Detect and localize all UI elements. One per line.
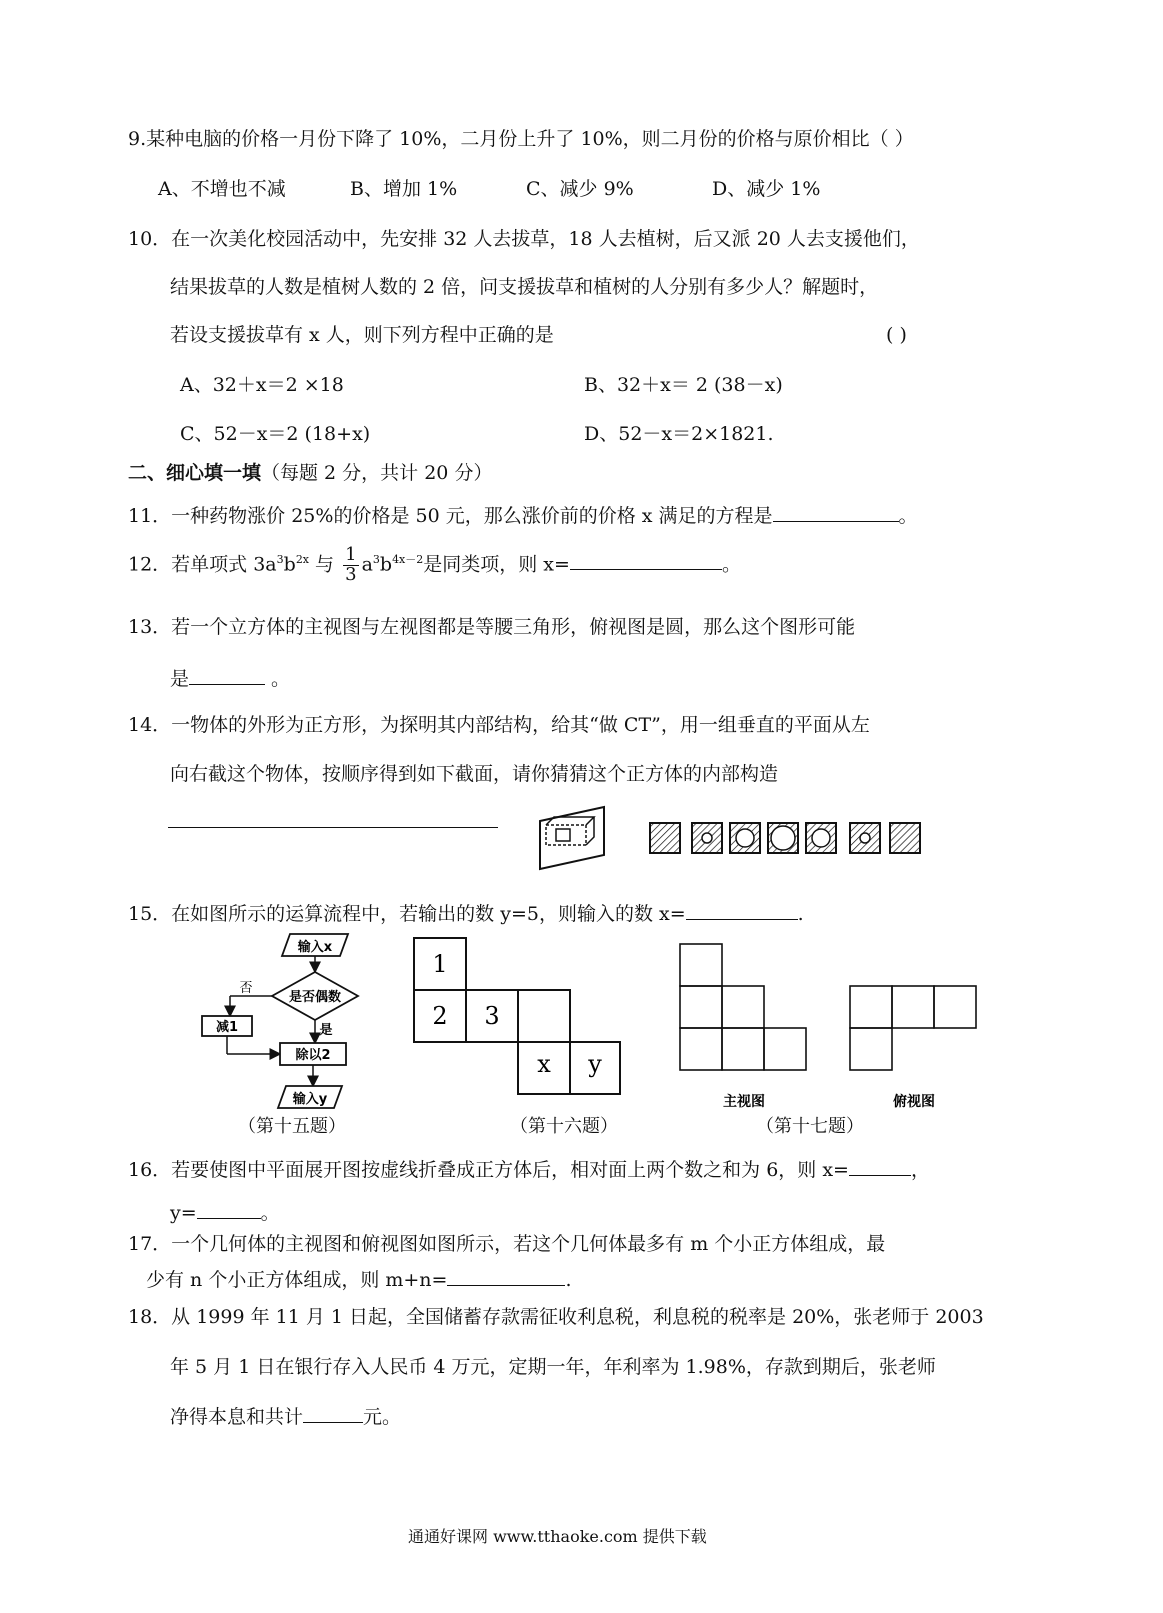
q10-line3: 若设支援拔草有 x 人，则下列方程中正确的是 xyxy=(170,324,554,346)
q15-flowchart xyxy=(190,930,370,1112)
q16-line1 xyxy=(128,1157,930,1182)
section2-note: （每题 2 分，共计 20 分） xyxy=(261,462,493,484)
q15-end: . xyxy=(797,903,804,925)
front-view-label: 主视图 xyxy=(723,1094,765,1110)
top-view-label: 俯视图 xyxy=(893,1094,935,1110)
cube-inner xyxy=(556,829,570,841)
q12-fraction-den: 3 xyxy=(345,563,357,585)
q17-views xyxy=(676,940,986,1112)
flow-no-label: 否 xyxy=(239,981,253,996)
q14-line2: 向右截这个物体，按顺序得到如下截面，请你猜猜这个正方体的内部构造 xyxy=(170,763,779,785)
q16-answer-blank-x[interactable] xyxy=(849,1157,911,1176)
net-cell-blank xyxy=(518,990,570,1042)
q15 xyxy=(128,901,804,926)
top-view xyxy=(850,986,976,1070)
section2-heading xyxy=(128,462,492,485)
q12-exp2: 2x xyxy=(295,553,310,567)
q13-text: 是 xyxy=(170,668,190,690)
q9-option-d: D、减少 1% xyxy=(712,178,821,200)
q11-answer-blank[interactable] xyxy=(773,503,899,522)
q18-end: 元。 xyxy=(363,1406,402,1428)
q13-end: 。 xyxy=(265,668,291,690)
q11-text: 11．一种药物涨价 25%的价格是 50 元，那么涨价前的价格 x 满足的方程是 xyxy=(128,505,773,527)
net-label-3: 3 xyxy=(484,1002,500,1030)
q16-comma: ， xyxy=(910,1159,930,1181)
net-label-2: 2 xyxy=(432,1002,448,1030)
q17-line2 xyxy=(146,1267,572,1292)
q14-line1: 14．一物体的外形为正方形，为探明其内部结构，给其“做 CT”，用一组垂直的平面从左 xyxy=(128,714,870,736)
q9-option-c: C、减少 9% xyxy=(526,178,634,200)
q12-exp1: 3 xyxy=(276,553,284,567)
q13-line2 xyxy=(170,666,290,691)
net-label-x: x xyxy=(537,1050,551,1078)
q12-and: 与 xyxy=(309,553,335,576)
flow-output-label: 输入y xyxy=(292,1092,328,1107)
q9-option-b: B、增加 1% xyxy=(350,178,458,200)
q15-text: 15．在如图所示的运算流程中，若输出的数 y=5，则输入的数 x= xyxy=(128,903,686,925)
q16-cube-net xyxy=(412,936,622,1096)
q10-option-c: C、52－x＝2 (18+x) xyxy=(180,423,371,445)
q14-ct-figure xyxy=(530,805,930,875)
q16-line2 xyxy=(170,1200,280,1225)
q13-answer-blank[interactable] xyxy=(189,666,265,685)
q12-var-b1: b xyxy=(283,553,296,576)
front-view xyxy=(680,944,806,1070)
q13-line1: 13．若一个立方体的主视图与左视图都是等腰三角形，俯视图是圆，那么这个图形可能 xyxy=(128,616,856,638)
q16-answer-blank-y[interactable] xyxy=(197,1200,261,1219)
q18-text: 净得本息和共计 xyxy=(170,1406,304,1428)
q11 xyxy=(128,503,918,528)
section-4 xyxy=(768,823,798,853)
section-1 xyxy=(650,823,680,853)
q12 xyxy=(128,546,741,585)
section-6 xyxy=(850,823,880,853)
section2-title: 二、细心填一填 xyxy=(128,462,262,484)
net-label-1: 1 xyxy=(432,950,448,978)
q9-option-a: A、不增也不减 xyxy=(158,178,286,200)
q12-exp3: 3 xyxy=(372,553,380,567)
q16-end: 。 xyxy=(260,1202,280,1224)
flow-minus-label: 减1 xyxy=(215,1020,239,1035)
q10-option-a: A、32＋x＝2 ×18 xyxy=(180,374,344,396)
q9-stem: 9.某种电脑的价格一月份下降了 10%，二月份上升了 10%，则二月份的价格与原价相比（ ） xyxy=(128,128,914,150)
q15-answer-blank[interactable] xyxy=(686,901,798,920)
q12-prefix: 12．若单项式 3a xyxy=(128,553,277,576)
page-footer: 通通好课网 www.tthaoke.com 提供下载 xyxy=(408,1527,707,1546)
q12-var-a2: a xyxy=(361,553,373,576)
q12-end: 。 xyxy=(721,553,741,576)
q12-exp4: 4x－2 xyxy=(392,553,424,567)
flow-decision-label: 是否偶数 xyxy=(288,990,342,1005)
flow-divide-label: 除以2 xyxy=(295,1048,331,1063)
q18-line2: 年 5 月 1 日在银行存入人民币 4 万元，定期一年，年利率为 1.98%，存款到期后，张老师 xyxy=(170,1356,936,1378)
q12-var-b2: b xyxy=(379,553,393,576)
q11-end: 。 xyxy=(898,505,918,527)
q18-line3 xyxy=(170,1404,401,1429)
flow-yes-label: 是 xyxy=(319,1023,333,1038)
q12-fraction xyxy=(343,546,358,585)
cube-front xyxy=(546,825,586,845)
section-7 xyxy=(890,823,920,853)
q10-option-b: B、32＋x＝ 2 (38－x) xyxy=(584,374,783,396)
q17-answer-blank[interactable] xyxy=(447,1267,565,1286)
cube-top xyxy=(546,817,594,825)
q14-answer-blank[interactable] xyxy=(168,827,498,828)
q10-line1: 10．在一次美化校园活动中，先安排 32 人去拔草，18 人去植树，后又派 20 人去支援他们， xyxy=(128,228,920,250)
q12-suffix: 是同类项，则 x= xyxy=(423,553,570,576)
q18-answer-blank[interactable] xyxy=(303,1404,363,1423)
section-3 xyxy=(730,823,760,853)
q16-text: 16．若要使图中平面展开图按虚线折叠成正方体后，相对面上两个数之和为 6，则 x= xyxy=(128,1159,849,1181)
net-label-y: y xyxy=(588,1050,602,1078)
q10-line2: 结果拔草的人数是植树人数的 2 倍，问支援拔草和植树的人分别有多少人？解题时， xyxy=(170,276,879,298)
flow-input-label: 输入x xyxy=(297,940,333,955)
section-5 xyxy=(806,823,836,853)
section-2 xyxy=(692,823,722,853)
q18-line1: 18．从 1999 年 11 月 1 日起，全国储蓄存款需征收利息税，利息税的税率是 20%，张老师于 2003 xyxy=(128,1306,984,1328)
q17-line1: 17．一个几何体的主视图和俯视图如图所示，若这个几何体最多有 m 个小正方体组成，最 xyxy=(128,1233,886,1255)
q17-end: . xyxy=(565,1269,572,1291)
q10-answer-paren: ( ) xyxy=(886,324,907,346)
caption-16: （第十六题） xyxy=(510,1116,618,1137)
q16-y-label: y= xyxy=(170,1202,197,1224)
caption-17: （第十七题） xyxy=(756,1116,864,1137)
q12-answer-blank[interactable] xyxy=(570,551,722,570)
q12-fraction-num: 1 xyxy=(345,544,357,565)
caption-15: （第十五题） xyxy=(238,1116,346,1137)
q17-text: 少有 n 个小正方体组成，则 m+n= xyxy=(146,1269,448,1291)
q10-option-d: D、52－x＝2×1821. xyxy=(584,423,774,445)
